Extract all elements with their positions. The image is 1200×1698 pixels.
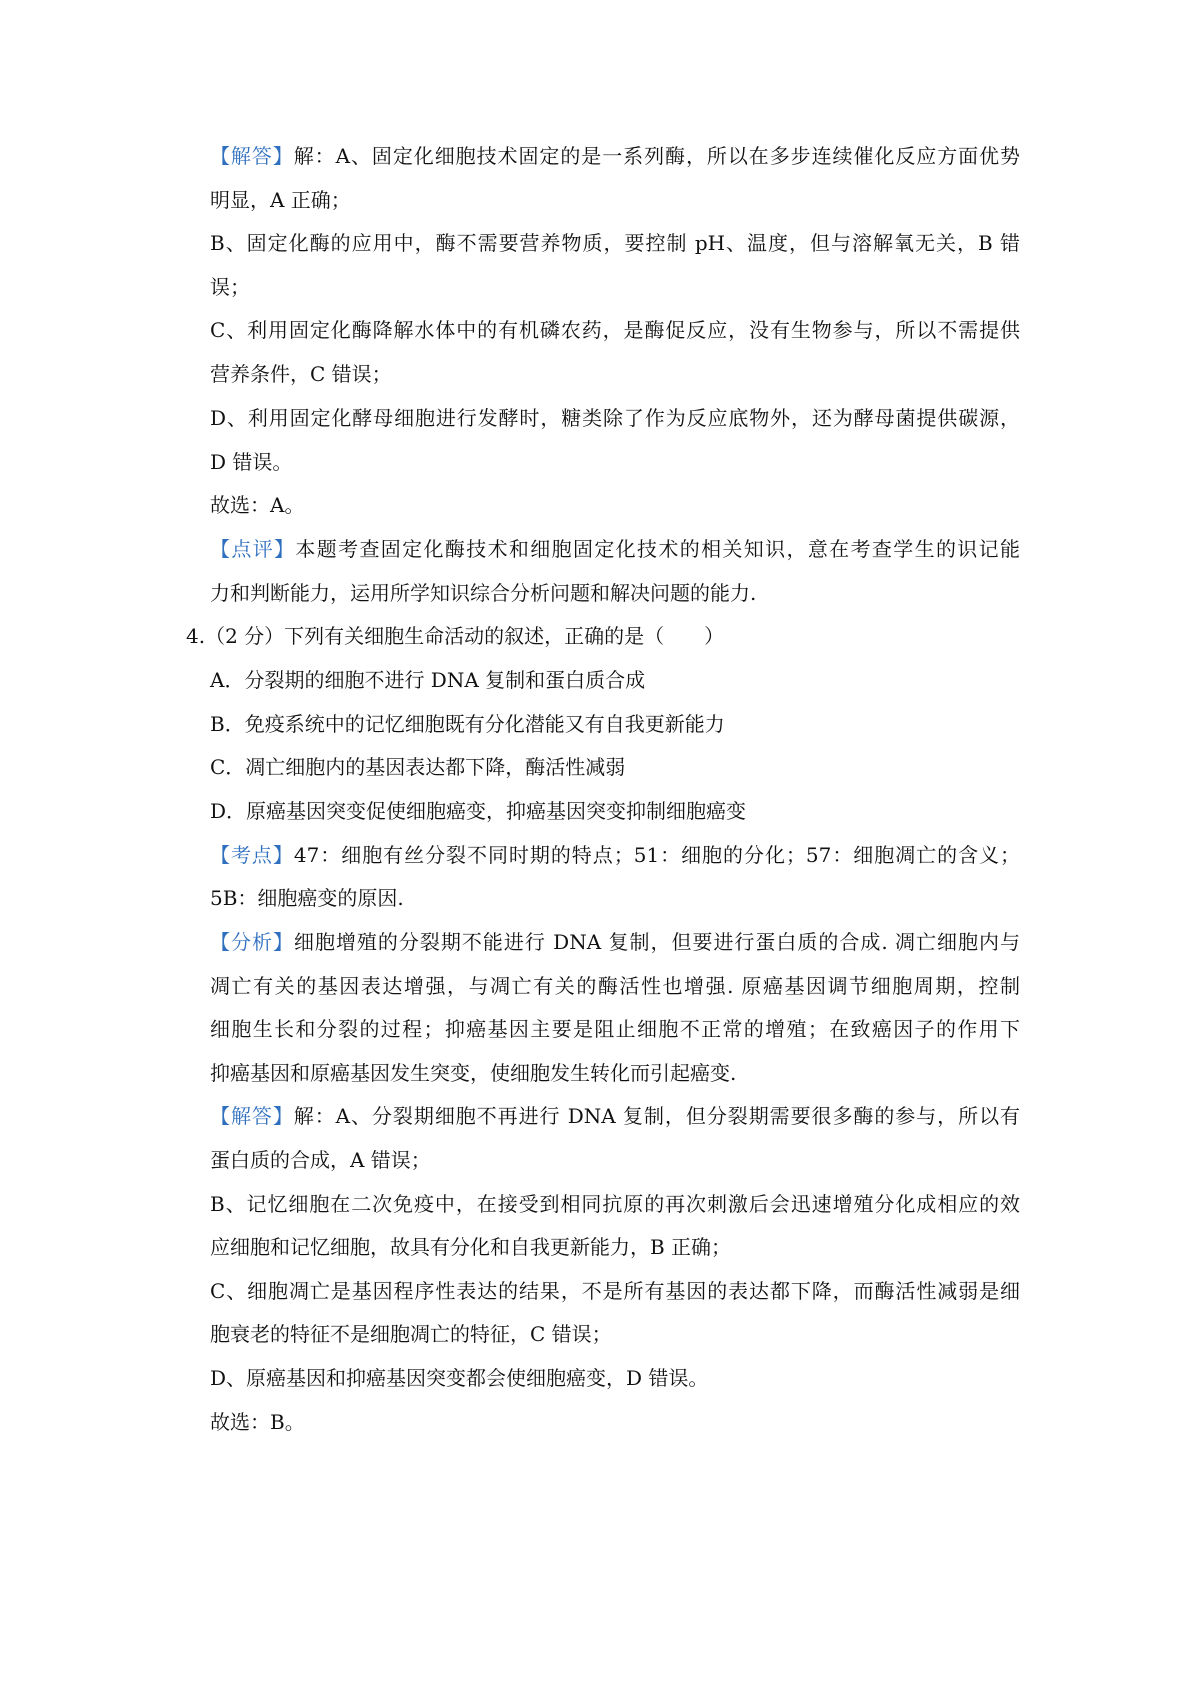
option-b-explanation: 误； <box>210 275 250 299</box>
option-b-explanation: 应细胞和记忆细胞，故具有分化和自我更新能力，B 正确； <box>210 1235 732 1259</box>
answer-tag: 【解答】 <box>210 144 294 168</box>
answer-text: 解：A、固定化细胞技术固定的是一系列酶，所以在多步连续催化反应方面优势 <box>293 144 1020 168</box>
analysis-tag: 【分析】 <box>210 930 294 954</box>
answer-line: 明显，A 正确； <box>210 188 351 212</box>
option-b-explanation: B、固定化酶的应用中，酶不需要营养物质，要控制 pH、温度，但与溶解氧无关，B 错 <box>210 231 1020 255</box>
option-d: D．原癌基因突变促使细胞癌变，抑癌基因突变抑制细胞癌变 <box>210 799 747 823</box>
review-text: 本题考查固定化酶技术和细胞固定化技术的相关知识，意在考查学生的识记能 <box>295 537 1021 561</box>
final-choice: 故选：B。 <box>210 1410 305 1434</box>
option-c: C．凋亡细胞内的基因表达都下降，酶活性减弱 <box>210 755 626 779</box>
review-line <box>210 535 1020 563</box>
analysis-line <box>210 928 1020 956</box>
answer-line <box>210 142 1020 170</box>
answer-line <box>210 1102 1020 1130</box>
kaodian-tag: 【考点】 <box>210 843 294 867</box>
option-d-explanation: D、原癌基因和抑癌基因突变都会使细胞癌变，D 错误。 <box>210 1366 709 1390</box>
answer-text: 解：A、分裂期细胞不再进行 DNA 复制，但分裂期需要很多酶的参与，所以有 <box>293 1104 1021 1128</box>
option-b: B．免疫系统中的记忆细胞既有分化潜能又有自我更新能力 <box>210 712 725 736</box>
option-c-explanation: 胞衰老的特征不是细胞凋亡的特征，C 错误； <box>210 1322 612 1346</box>
option-b-explanation: B、记忆细胞在二次免疫中，在接受到相同抗原的再次刺激后会迅速增殖分化成相应的效 <box>210 1192 1020 1216</box>
review-tag: 【点评】 <box>210 537 296 561</box>
option-c-explanation: C、细胞凋亡是基因程序性表达的结果，不是所有基因的表达都下降，而酶活性减弱是细 <box>210 1279 1020 1303</box>
analysis-text: 细胞增殖的分裂期不能进行 DNA 复制，但要进行蛋白质的合成. 凋亡细胞内与 <box>293 930 1021 954</box>
analysis-line: 凋亡有关的基因表达增强，与凋亡有关的酶活性也增强. 原癌基因调节细胞周期，控制 <box>210 974 1020 998</box>
option-c-explanation: C、利用固定化酶降解水体中的有机磷农药，是酶促反应，没有生物参与，所以不需提供 <box>210 318 1020 342</box>
kaodian-line: 5B：细胞癌变的原因. <box>210 886 404 910</box>
option-d-explanation: D、利用固定化酵母细胞进行发酵时，糖类除了作为反应底物外，还为酵母菌提供碳源， <box>210 406 1020 430</box>
question-stem: 4.（2 分）下列有关细胞生命活动的叙述，正确的是（ ） <box>186 624 725 648</box>
answer-line: 蛋白质的合成，A 错误； <box>210 1148 431 1172</box>
analysis-line: 抑癌基因和原癌基因发生突变，使细胞发生转化而引起癌变. <box>210 1061 737 1085</box>
review-line: 力和判断能力，运用所学知识综合分析问题和解决问题的能力. <box>210 581 757 605</box>
option-a: A．分裂期的细胞不进行 DNA 复制和蛋白质合成 <box>210 668 646 692</box>
final-choice: 故选：A。 <box>210 493 305 517</box>
kaodian-text: 47：细胞有丝分裂不同时期的特点；51：细胞的分化；57：细胞凋亡的含义； <box>293 843 1021 867</box>
option-c-explanation: 营养条件，C 错误； <box>210 362 392 386</box>
kaodian-line <box>210 841 1020 869</box>
option-d-explanation: D 错误。 <box>210 450 293 474</box>
analysis-line: 细胞生长和分裂的过程；抑癌基因主要是阻止细胞不正常的增殖；在致癌因子的作用下 <box>210 1017 1020 1041</box>
answer-tag: 【解答】 <box>210 1104 294 1128</box>
